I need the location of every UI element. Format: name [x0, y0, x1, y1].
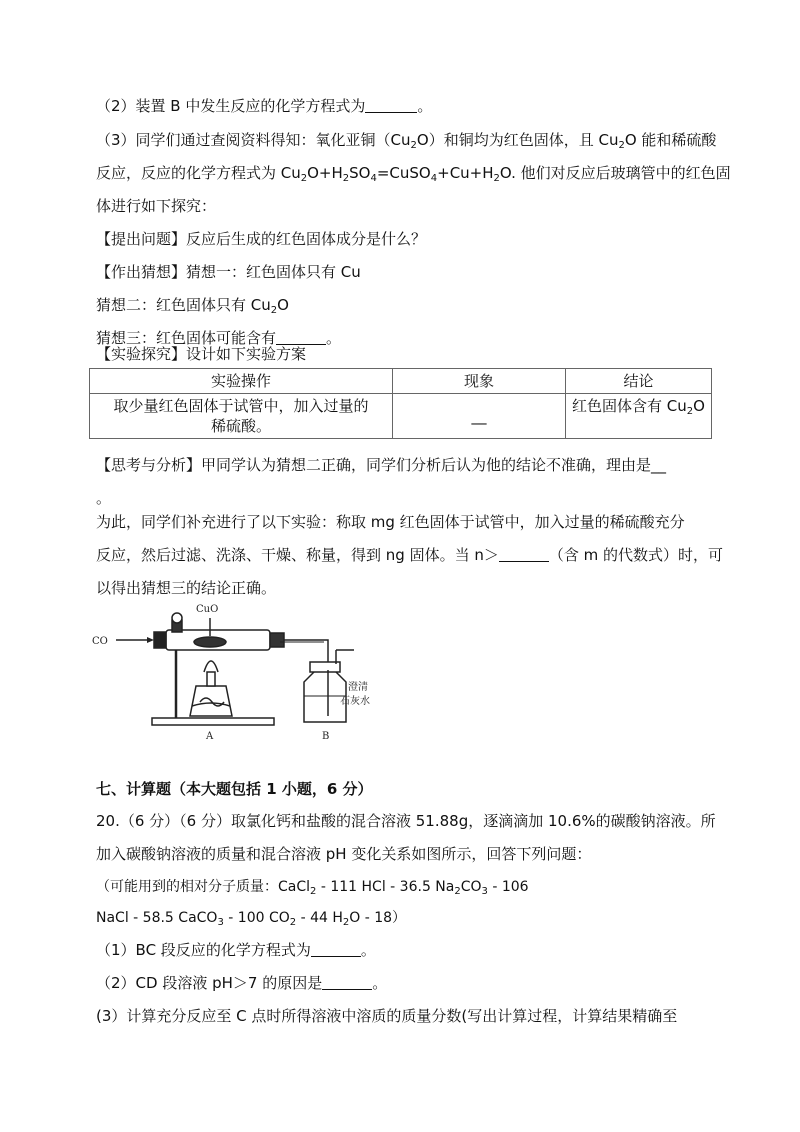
table-header: 结论	[566, 369, 712, 394]
table-header: 现象	[393, 369, 566, 394]
limewater-label-1: 澄清	[348, 682, 368, 693]
analysis-line-4: 反应，然后过滤、洗涤、干燥、称量，得到 ng 固体。当 n＞ （含 m 的代数式）时，可	[96, 546, 723, 564]
guess-3: 猜想三：红色固体可能含有 。	[96, 329, 342, 347]
answer-blank	[365, 98, 417, 113]
q3-line-3: 体进行如下探究：	[96, 197, 217, 215]
table-row	[90, 394, 712, 439]
experiment-table	[89, 368, 712, 439]
answer-blank	[499, 547, 549, 562]
apparatus-diagram	[92, 598, 372, 743]
table-header: 实验操作	[90, 369, 393, 394]
q2-line: （2）装置 B 中发生反应的化学方程式为 。	[96, 97, 433, 115]
analysis-line-1: 【思考与分析】甲同学认为猜想二正确，同学们分析后认为他的结论不准确，理由是__	[96, 456, 667, 474]
q20-part-2: （2）CD 段溶液 pH＞7 的原因是 。	[96, 974, 388, 992]
q20-part-1: （1）BC 段反应的化学方程式为 。	[96, 941, 376, 959]
limewater-label-2: 石灰水	[340, 696, 370, 707]
q3-line-1: （3）同学们通过查阅资料得知：氧化亚铜$(Cu_2O)$和铜均为红色固体，且 $Cu_2O$ 能和稀硫酸	[96, 131, 717, 151]
raise-question: 【提出问题】反应后生成的红色固体成分是什么？	[96, 230, 427, 248]
analysis-line-5: 以得出猜想三的结论正确。	[96, 579, 277, 597]
table-cell-phenomenon: __	[393, 394, 566, 439]
section-heading: 七、计算题（本大题包括 1 小题，6 分）	[96, 780, 373, 798]
answer-blank	[311, 942, 361, 957]
q20-line-2: 加入碳酸钠溶液的质量和混合溶液 pH 变化关系如图所示，回答下列问题：	[96, 845, 592, 863]
experiment-heading: 【实验探究】设计如下实验方案	[96, 345, 307, 363]
q20-line-1: 20.（6 分）（6 分）取氯化钙和盐酸的混合溶液 51.88g，逐滴滴加 10.6%的碳酸钠溶液。所	[96, 812, 716, 830]
analysis-line-2: 。	[96, 489, 112, 507]
q3-line-2: 反应，反应的化学方程式为 $Cu_2O+H_2SO_4=CuSO_4+Cu+H_2O$. 他们对反应后玻璃管中的红色固	[96, 164, 731, 184]
guess-1: 【作出猜想】猜想一：红色固体只有 Cu	[96, 263, 361, 281]
table-header-row	[90, 369, 712, 394]
guess-2: 猜想二：红色固体只有 $Cu_2O$	[96, 296, 289, 316]
analysis-line-3: 为此，同学们补充进行了以下实验：称取 mg 红色固体于试管中，加入过量的稀硫酸充分	[96, 513, 685, 531]
answer-blank	[322, 975, 372, 990]
cuo-label: CuO	[196, 604, 219, 615]
answer-blank	[276, 330, 326, 345]
label-a: A	[206, 731, 214, 742]
label-b: B	[322, 731, 330, 742]
table-cell-operation: 取少量红色固体于试管中，加入过量的 稀硫酸。	[90, 394, 393, 439]
q20-part-3: (3）计算充分反应至 C 点时所得溶液中溶质的质量分数(写出计算过程，计算结果精确至	[96, 1007, 678, 1025]
q20-masses-1: （可能用到的相对分子质量：CaCl$_2$ - 111 HCl - 36.5 $Na_2CO_3 - 106$	[96, 879, 529, 897]
q20-masses-2: NaCl - 58.5 CaCO$_3$ - 100 $CO_2 - 44$ $H_2O - 18$）	[96, 910, 407, 928]
table-cell-conclusion: 红色固体含有 $Cu_2O$	[566, 394, 712, 439]
co-label: CO	[92, 636, 108, 647]
